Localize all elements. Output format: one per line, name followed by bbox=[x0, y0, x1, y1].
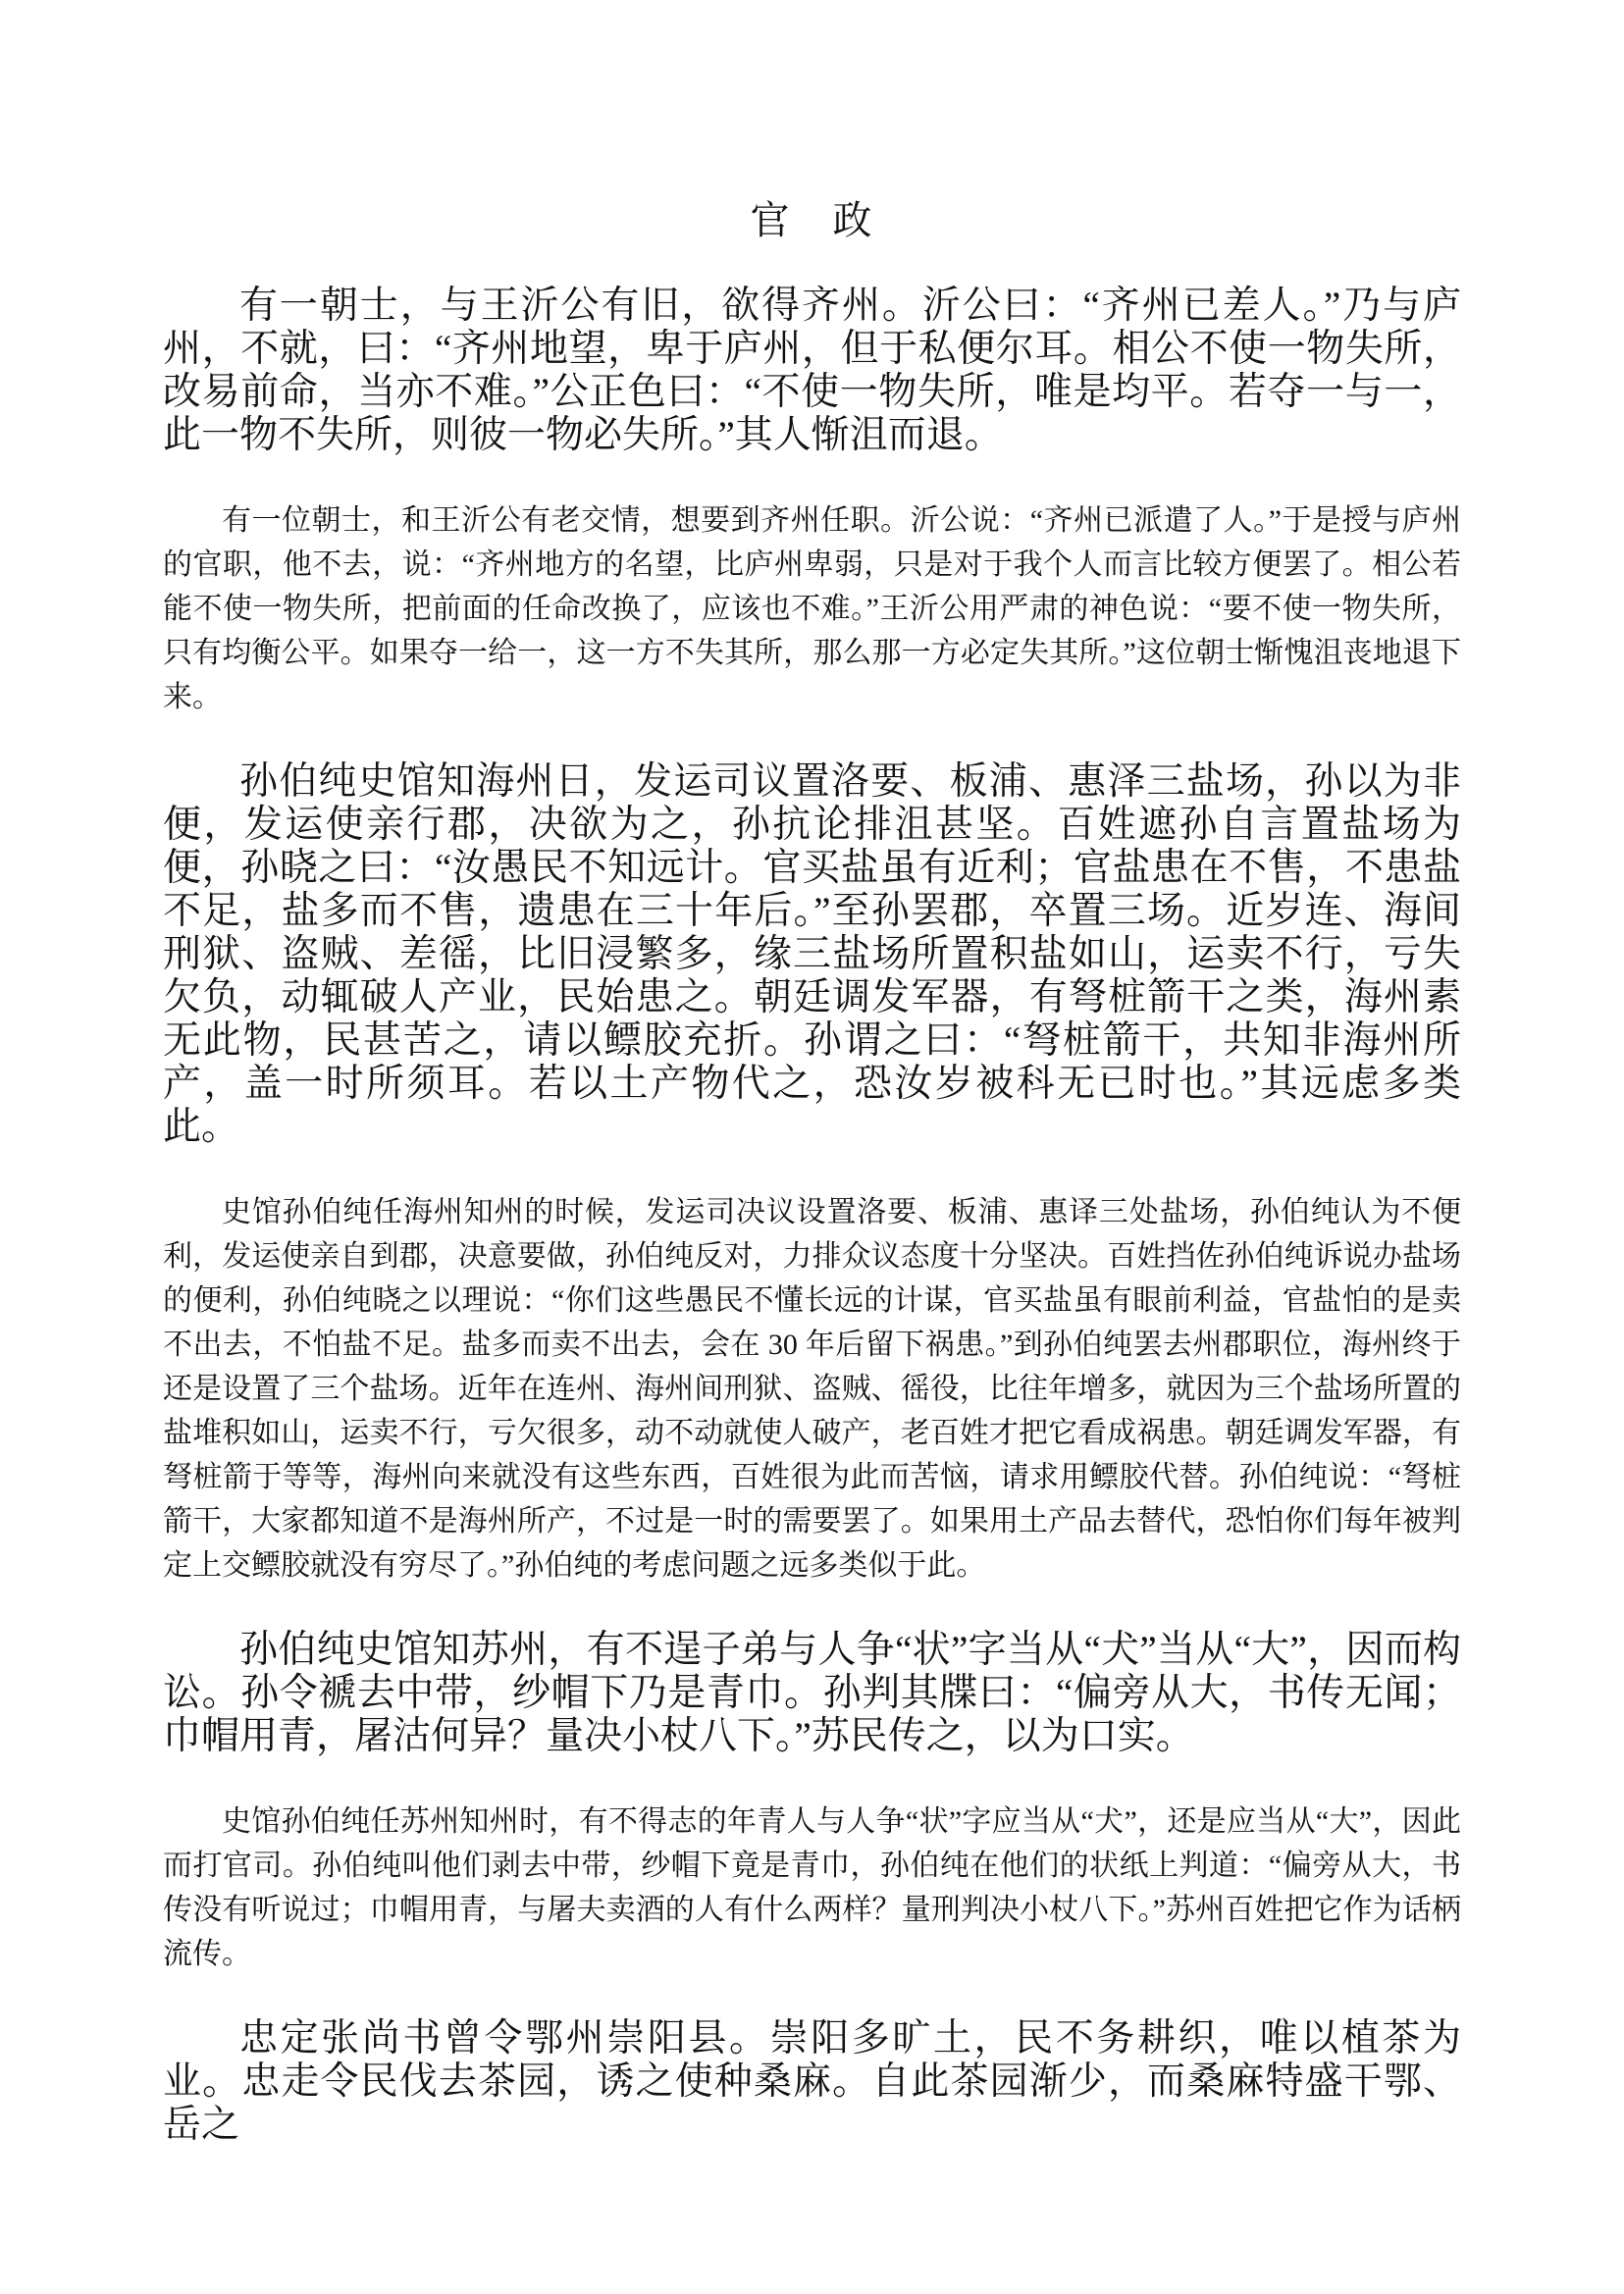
chapter-title: 官 政 bbox=[750, 198, 874, 242]
translation-paragraph-1: 有一位朝士，和王沂公有老交情，想要到齐州任职。沂公说：“齐州已派遣了人。”于是授与庐州的官职，他不去，说：“齐州地方的名望，比庐州卑弱，只是对于我个人而言比较方便罢了。相公若能不使一物失所，把前面的任命改换了，应该也不难。”王沂公用严肃的神色说：“要不使一物失所，只有均衡公平。如果夺一给一，这一方不失其所，那么那一方必定失其所。”这位朝士惭愧沮丧地退下来。 bbox=[163, 504, 1461, 713]
classical-paragraph-1: 有一朝士，与王沂公有旧，欲得齐州。沂公曰：“齐州已差人。”乃与庐州，不就，曰：“齐州地望，卑于庐州，但于私便尔耳。相公不使一物失所，改易前命，当亦不难。”公正色曰：“不使一物失所，唯是均平。若夺一与一，此一物不失所，则彼一物必失所。”其人惭沮而退。 bbox=[163, 285, 1461, 456]
translation-paragraph-2: 史馆孙伯纯任海州知州的时候，发运司决议设置洛要、板浦、惠译三处盐场，孙伯纯认为不便利，发运使亲自到郡，决意要做，孙伯纯反对，力排众议态度十分坚决。百姓挡佐孙伯纯诉说办盐场的便利，孙伯纯晓之以理说：“你们这些愚民不懂长远的计谋，官买盐虽有眼前利益，官盐怕的是卖不出去，不怕盐不足。盐多而卖不出去，会在 30 年后留下祸患。”到孙伯纯罢去州郡职位，海州终于还是设置了三个盐场。近年在连州、海州间刑狱、盗贼、徭役，比往年增多，就因为三个盐场所置的盐堆积如山，运卖不行，亏欠很多，动不动就使人破产，老百姓才把它看成祸患。朝廷调发军器，有弩桩箭于等等，海州向来就没有这些东西，百姓很为此而苦恼，请求用鳔胶代替。孙伯纯说：“弩桩箭干，大家都知道不是海州所产，不过是一时的需要罢了。如果用土产品去替代，恐怕你们每年被判定上交鳔胶就没有穷尽了。”孙伯纯的考虑问题之远多类似于此。 bbox=[163, 1196, 1461, 1582]
translation-paragraph-3: 史馆孙伯纯任苏州知州时，有不得志的年青人与人争“状”字应当从“犬”，还是应当从“大”，因此而打官司。孙伯纯叫他们剥去中带，纱帽下竟是青巾，孙伯纯在他们的状纸上判道：“偏旁从大，书传没有听说过；巾帽用青，与屠夫卖酒的人有什么两样？量刑判决小杖八下。”苏州百姓把它作为话柄流传。 bbox=[163, 1805, 1461, 1970]
classical-paragraph-4: 忠定张尚书曾令鄂州崇阳县。崇阳多旷土，民不务耕织，唯以植茶为业。忠走令民伐去茶园，诱之使种桑麻。自此茶园渐少，而桑麻特盛干鄂、岳之 bbox=[163, 2017, 1461, 2146]
classical-paragraph-2: 孙伯纯史馆知海州日，发运司议置洛要、板浦、惠泽三盐场，孙以为非便，发运使亲行郡，决欲为之，孙抗论排沮甚坚。百姓遮孙自言置盐场为便，孙晓之曰：“汝愚民不知远计。官买盐虽有近利；官盐患在不售，不患盐不足，盐多而不售，遗患在三十年后。”至孙罢郡，卒置三场。近岁连、海间刑狱、盗贼、差徭，比旧浸繁多，缘三盐场所置积盐如山，运卖不行，亏失欠负，动辄破人产业，民始患之。朝廷调发军器，有弩桩箭干之类，海州素无此物，民甚苦之，请以鳔胶充折。孙谓之曰：“弩桩箭干，共知非海州所产，盖一时所须耳。若以土产物代之，恐汝岁被科无已时也。”其远虑多类此。 bbox=[163, 760, 1461, 1148]
classical-paragraph-3: 孙伯纯史馆知苏州，有不逞子弟与人争“状”字当从“犬”当从“大”，因而构讼。孙令褫去中带，纱帽下乃是青巾。孙判其牒曰：“偏旁从大，书传无闻；巾帽用青，屠沽何异？量决小杖八下。”苏民传之，以为口实。 bbox=[163, 1629, 1461, 1757]
